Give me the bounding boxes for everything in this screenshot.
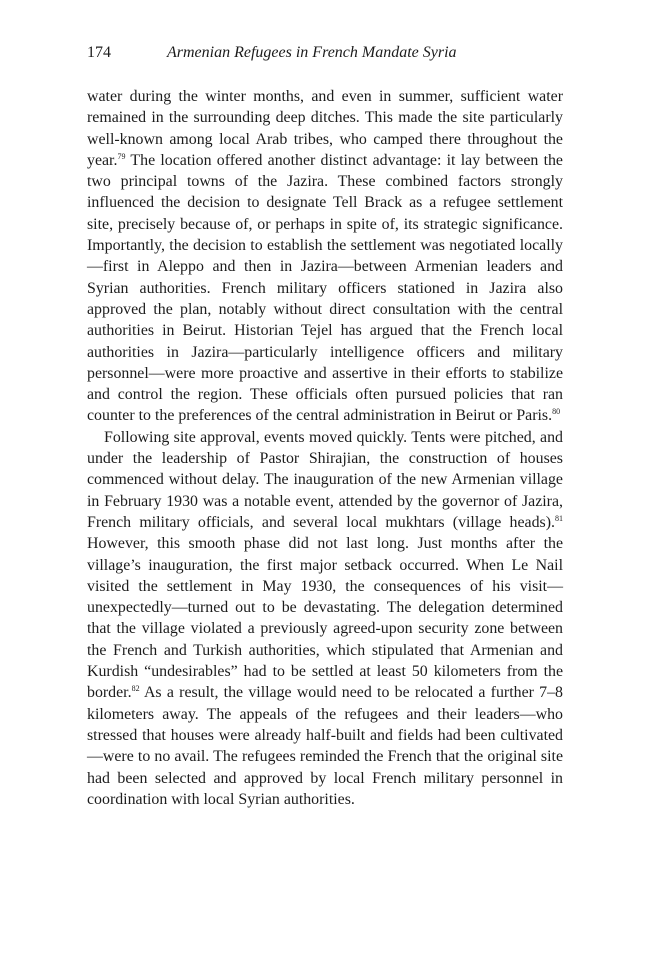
running-head (87, 41, 563, 65)
paragraph-1-text-b: The location offered another distinct advantage: it lay between the two principal towns of the Jazira. These combined factors strongly influenced the decision to designate Tell Brack as a refugee settlement site, precisely because of, or perhaps in spite of, its strategic significance. Importantly, the decision to establish the settlement was negotiated locally—first in Aleppo and then in Jazira—between Armenian leaders and Syrian authorities. French military officers stationed in Jazira also approved the plan, notably without direct consultation with the central authorities in Beirut. Historian Tejel has argued that the French local authorities in Jazira—particularly intelligence officers and military personnel—were more proactive and assertive in their efforts to stabilize and control the region. These officials often pursued policies that ran counter to the preferences of the central administration in Beirut or Paris. (87, 151, 563, 425)
paragraph-2-text-a: Following site approval, events moved quickly. Tents were pitched, and under the leadership of Pastor Shirajian, the construction of houses commenced without delay. The inauguration of the new Armenian village in February 1930 was a notable event, attended by the governor of Jazira, French military officials, and several local mukhtars (village heads). (87, 428, 563, 531)
paragraph-1-text-a: water during the winter months, and even in summer, sufficient water remained in the surrounding deep ditches. This made the site particularly well-known among local Arab tribes, who camped there throughout the year. (87, 88, 563, 169)
running-title: Armenian Refugees in French Mandate Syria (167, 44, 457, 61)
paragraph-1 (87, 86, 563, 427)
paragraph-2-text-b: However, this smooth phase did not last long. Just months after the village’s inauguration, the first major setback occurred. When Le Nail visited the settlement in May 1930, the consequences of his visit—unexpectedly—turned out to be devastating. The delegation determined that the village violated a previously agreed-upon security zone between the French and Turkish authorities, which stipulated that Armenian and Kurdish “undesirables” had to be settled at least 50 kilometers from the border. (87, 535, 563, 702)
body-text (87, 86, 563, 810)
footnote-ref-82[interactable]: 82 (131, 684, 140, 694)
paragraph-2 (87, 427, 563, 810)
footnote-ref-80[interactable]: 80 (552, 407, 561, 417)
page-number: 174 (87, 44, 111, 61)
footnote-ref-81[interactable]: 81 (555, 513, 563, 523)
paragraph-2-text-c: As a result, the village would need to be relocated a further 7–8 kilometers away. The appeals of the refugees and their leaders—who stressed that houses were already half-built and fields had been cultivated—were to no avail. The refugees reminded the French that the original site had been selected and approved by local French military personnel in coordination with local Syrian authorities. (87, 684, 563, 808)
footnote-ref-79[interactable]: 79 (117, 151, 126, 161)
